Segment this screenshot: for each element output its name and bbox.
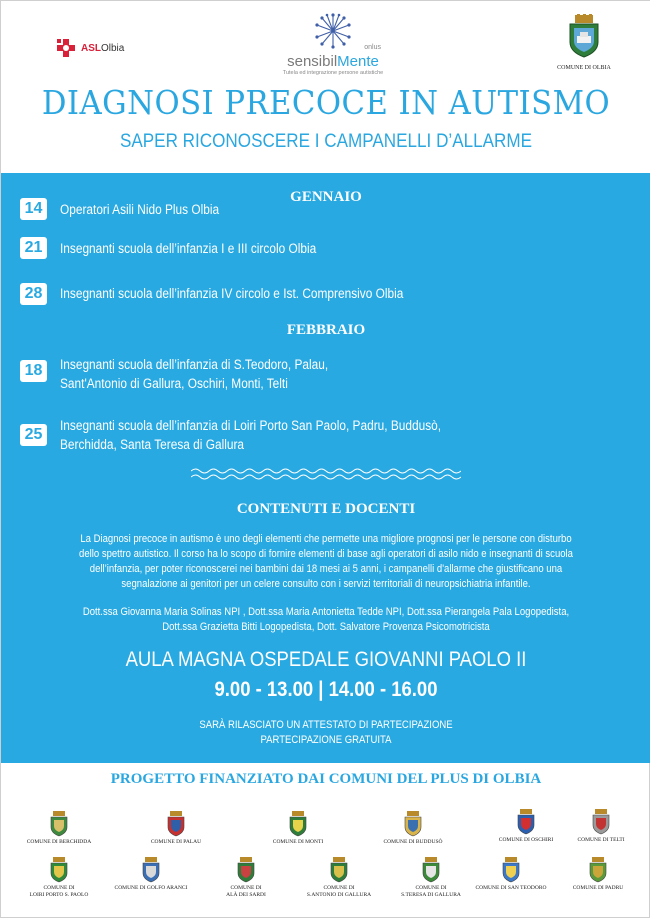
- comune-crest-item: [486, 809, 566, 844]
- municipal-crest-icon: [421, 857, 441, 883]
- municipal-crest-icon: [403, 811, 423, 837]
- date-badge: 21: [20, 237, 47, 259]
- comune-label: COMUNE DI BUDDUSÒ: [383, 839, 443, 845]
- project-funding-title: PROGETTO FINANZIATO DAI COMUNI DEL PLUS DI OLBIA: [110, 771, 542, 787]
- certificate-note: SARÀ RILASCIATO UN ATTESTATO DI PARTECIPAZIONE PARTECIPAZIONE GRATUITA: [199, 719, 453, 746]
- olbia-crest-icon: [567, 14, 601, 58]
- comune-label: COMUNE DI SAN TEODORO: [475, 885, 547, 891]
- schedule-panel: [1, 173, 650, 763]
- comune-crest-item: [136, 811, 216, 846]
- page-subtitle: SAPER RICONOSCERE I CAMPANELLI D’ALLARME: [119, 131, 533, 152]
- session-description: Insegnanti scuola dell’infanzia di Loiri Porto San Paolo, Padru, Buddusò, Berchidda, Santa Teresa di Gallura: [60, 418, 442, 452]
- comune-crest-item: [558, 857, 638, 892]
- comune-crest-item: [373, 811, 453, 846]
- hours: 9.00 - 13.00 | 14.00 - 16.00: [214, 678, 438, 701]
- municipal-crest-icon: [588, 857, 608, 883]
- sensibilmente-name: sensibilMente: [287, 53, 379, 70]
- asl-prefix: ASL: [81, 42, 101, 54]
- flower-icon: [315, 13, 351, 49]
- course-description: La Diagnosi precoce in autismo è uno degli elementi che permette una migliore prognosi per le persone con disturbo dello spettro autistico. Il corso ha lo scopo di fornire elementi di base agli operatori di asilo nido e insegnanti di scuola dell’infanzia, per poter riconoscerei nei bambini dai 18 mesi ai 5 anni, i campanelli d'allarme che giustificano una segnalazione ai genitori per un celere consulto con i servizi territoriali di neuropsichiatria infantile.: [79, 533, 573, 590]
- comune-crest-item: [471, 857, 551, 892]
- comune-crest-item: [561, 809, 641, 844]
- comune-label: COMUNE DI BERCHIDDA: [26, 839, 92, 845]
- asl-olbia-logo: [55, 38, 124, 58]
- comune-label: COMUNE DI ALÀ DEI SARDI: [226, 885, 266, 898]
- municipal-crest-icon: [141, 857, 161, 883]
- asl-cross-icon: [55, 38, 77, 58]
- wave-divider: [191, 467, 461, 481]
- comune-crest-item: [19, 857, 99, 898]
- comune-label: COMUNE DI OSCHIRI: [498, 837, 554, 843]
- page-title: DIAGNOSI PRECOCE IN AUTISMO: [41, 83, 611, 122]
- sensibilmente-tagline: Tutela ed integrazione persone autistiche: [282, 70, 384, 76]
- municipal-crest-icon: [591, 809, 611, 835]
- municipal-crest-icon: [516, 809, 536, 835]
- date-badge: 18: [20, 360, 47, 382]
- comune-label: COMUNE DI S.ANTONIO DI GALLURA: [306, 885, 372, 898]
- onlus-label: onlus: [364, 44, 381, 51]
- comune-olbia-logo: [549, 14, 619, 71]
- comune-label: COMUNE DI TELTI: [577, 837, 625, 843]
- municipal-crest-icon: [288, 811, 308, 837]
- municipal-crest-icon: [49, 857, 69, 883]
- session-description: Insegnanti scuola dell’infanzia di S.Teodoro, Palau, Sant'Antonio di Gallura, Oschiri, Monti, Telti: [60, 357, 329, 391]
- section-title: CONTENUTI E DOCENTI: [236, 501, 416, 517]
- comune-crest-item: [258, 811, 338, 846]
- comune-label: COMUNE DI PALAU: [150, 839, 202, 845]
- session-description: Insegnanti scuola dell’infanzia I e III circolo Olbia: [60, 241, 317, 256]
- month-gennaio: GENNAIO: [290, 189, 362, 205]
- comune-crest-item: [206, 857, 286, 898]
- comune-label: COMUNE DI LOIRI PORTO S. PAOLO: [29, 885, 89, 898]
- session-description: Insegnanti scuola dell’infanzia IV circolo e Ist. Comprensivo Olbia: [60, 286, 404, 301]
- comune-crest-item: [299, 857, 379, 898]
- date-badge: 25: [20, 424, 47, 446]
- municipal-crest-icon: [329, 857, 349, 883]
- comune-label: COMUNE DI GOLFO ARANCI: [114, 885, 188, 891]
- date-badge: 14: [20, 198, 47, 220]
- date-badge: 28: [20, 283, 47, 305]
- month-febbraio: FEBBRAIO: [286, 322, 366, 338]
- teachers-list: Dott.ssa Giovanna Maria Solinas NPI , Dott.ssa Maria Antonietta Tedde NPI, Dott.ssa Pierangela Pala Logopedista, Dott.ssa Grazietta Bitti Logopedista, Dott. Salvatore Provenza Psicomotricista: [82, 606, 570, 633]
- municipal-crest-icon: [501, 857, 521, 883]
- sensibilmente-logo: [263, 13, 403, 76]
- comune-olbia-label: COMUNE DI OLBIA: [557, 65, 611, 71]
- asl-name: Olbia: [101, 42, 125, 54]
- comune-label: COMUNE DI PADRU: [572, 885, 624, 891]
- comune-crest-item: [19, 811, 99, 846]
- comune-label: COMUNE DI S.TERESA DI GALLURA: [401, 885, 461, 898]
- header: [1, 1, 650, 173]
- comune-crest-item: [111, 857, 191, 892]
- comune-label: COMUNE DI MONTI: [272, 839, 324, 845]
- session-description: Operatori Asili Nido Plus Olbia: [60, 202, 220, 217]
- municipal-crest-icon: [236, 857, 256, 883]
- venue: AULA MAGNA OSPEDALE GIOVANNI PAOLO II: [125, 648, 527, 671]
- municipal-crest-icon: [49, 811, 69, 837]
- municipal-crest-icon: [166, 811, 186, 837]
- comune-crest-item: [391, 857, 471, 898]
